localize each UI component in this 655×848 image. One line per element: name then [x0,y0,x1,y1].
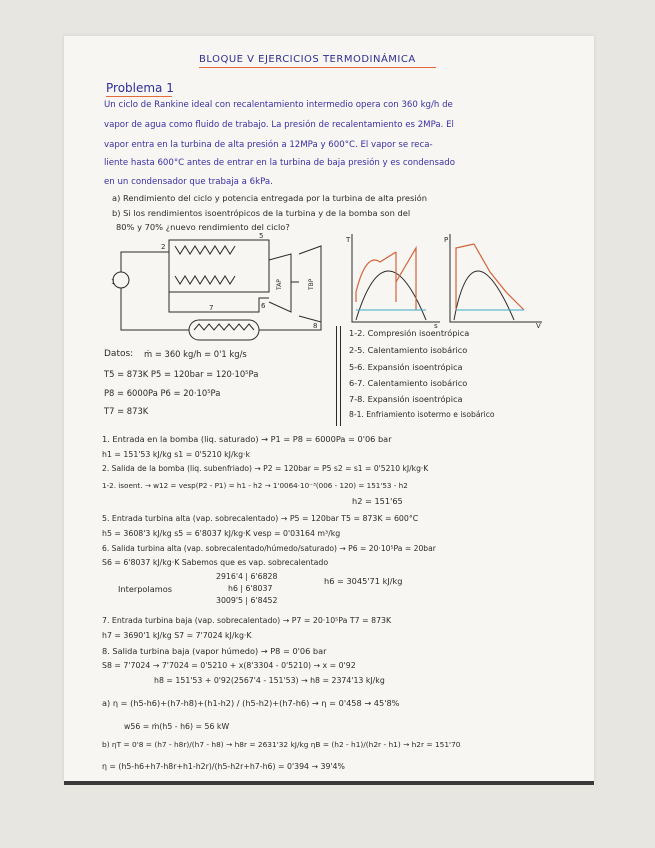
node-8: 8 [313,322,318,330]
pv-diagram [444,232,544,328]
svg-text:T: T [346,236,351,244]
step-line: h1 = 151'53 kJ/kg s1 = 0'5210 kJ/kg·k [102,450,251,459]
step-line: 2. Salida de la bomba (liq. subenfriado) → P2 = 120bar = P5 s2 = s1 = 0'5210 kJ/kg·K [102,464,429,473]
step-line: 6. Salida turbina alta (vap. sobrecalentado/húmedo/saturado) → P6 = 20·10⁵Pa = 20bar [102,544,436,553]
svg-text:s: s [434,322,438,328]
step-line: h5 = 3608'3 kJ/kg s5 = 6'8037 kJ/kg·K vesp = 0'03164 m³/kg [102,529,341,538]
statement-line: vapor de agua como fluido de trabajo. La presión de recalentamiento es 2MPa. El [104,120,454,130]
datos-line: T5 = 873K P5 = 120bar = 120·10⁵Pa [104,369,259,379]
node-5: 5 [259,232,264,240]
process-item: 5-6. Expansión isoentrópica [349,362,463,372]
step-line: Interpolamos [118,584,172,594]
datos-line: ṁ = 360 kg/h = 0'1 kg/s [144,349,247,359]
statement-line: liente hasta 600°C antes de entrar en la turbina de baja presión y es condensado [104,158,455,168]
notebook-page [64,36,594,781]
problem-underline [106,96,172,97]
datos-label: Datos: [104,349,134,359]
problem-label: Problema 1 [106,81,174,95]
node-1: 1 [111,278,116,286]
interp-row: 3009'5 | 6'8452 [216,596,278,605]
page-title: BLOQUE V EJERCICIOS TERMODINÁMICA [199,54,416,65]
step-line: h2 = 151'65 [352,496,403,506]
final-efficiency: η = (h5-h6+h7-h8r+h1-h2r)/(h5-h2r+h7-h6) = 0'394 → 39'4% [102,762,345,771]
tap-label: TAP [276,279,283,290]
question-a: a) Rendimiento del ciclo y potencia entregada por la turbina de alta presión [112,193,427,203]
svg-text:V: V [536,322,541,328]
step-line: 1-2. isoent. → w12 = vesp(P2 - P1) = h1 - h2 → 1'0064·10⁻³(006 - 120) = 151'53 - h2 [102,481,408,490]
question-b-cont: 80% y 70% ¿nuevo rendimiento del ciclo? [116,222,290,232]
step-line: S6 = 6'8037 kJ/kg·K Sabemos que es vap. sobrecalentado [102,558,329,567]
ts-diagram [346,232,442,328]
cycle-schematic [109,232,337,350]
step-line: h7 = 3690'1 kJ/kg S7 = 7'7024 kJ/kg·K [102,631,252,640]
process-item: 7-8. Expansión isoentrópica [349,394,463,404]
step-line: 7. Entrada turbina baja (vap. sobrecalentado) → P7 = 20·10⁵Pa T7 = 873K [102,616,392,625]
interp-row: 2916'4 | 6'6828 [216,572,278,581]
datos-line: T7 = 873K [104,406,149,416]
question-b: b) Si los rendimientos isoentrópicos de la turbina y de la bomba son del [112,208,411,218]
tbp-label: TBP [308,278,315,290]
process-item: 6-7. Calentamiento isobárico [349,378,468,388]
answer-a: a) η = (h5-h6)+(h7-h8)+(h1-h2) / (h5-h2)+(h7-h6) → η = 0'458 → 45'8% [102,698,400,708]
statement-line: en un condensador que trabaja a 6kPa. [104,177,273,187]
step-line: 8. Salida turbina baja (vapor húmedo) → P8 = 0'06 bar [102,646,327,656]
statement-line: vapor entra en la turbina de alta presión a 12MPa y 600°C. El vapor se reca- [104,140,433,150]
svg-text:P: P [444,236,449,244]
process-item: 1-2. Compresión isoentrópica [349,328,470,338]
process-item: 8-1. Enfriamiento isotermo e isobárico [349,410,495,419]
interp-row: h6 | 6'8037 [228,584,273,593]
step-line: S8 = 7'7024 → 7'7024 = 0'5210 + x(8'3304 - 0'5210) → x = 0'92 [102,661,356,670]
node-2: 2 [161,243,166,251]
separator-line [340,326,341,426]
title-underline [199,67,436,68]
datos-line: P8 = 6000Pa P6 = 20·10⁵Pa [104,388,221,398]
node-6: 6 [261,302,266,310]
step-line: h8 = 151'53 + 0'92(2567'4 - 151'53) → h8 = 2374'13 kJ/kg [154,676,385,685]
node-7: 7 [209,304,214,312]
step-line: 5. Entrada turbina alta (vap. sobrecalentado) → P5 = 120bar T5 = 873K = 600°C [102,514,419,523]
step-line: 1. Entrada en la bomba (liq. saturado) → P1 = P8 = 6000Pa = 0'06 bar [102,434,392,444]
statement-line: Un ciclo de Rankine ideal con recalentamiento intermedio opera con 360 kg/h de [104,100,453,110]
answer-b: b) ηT = 0'8 = (h7 - h8r)/(h7 - h8) → h8r = 2631'32 kJ/kg ηB = (h2 - h1)/(h2r - h1) → h2r = 151'70 [102,740,461,749]
step-line: w56 = ṁ(h5 - h6) = 56 kW [124,722,230,731]
page-shadow [64,781,594,785]
step-line: h6 = 3045'71 kJ/kg [324,576,403,586]
process-item: 2-5. Calentamiento isobárico [349,345,468,355]
separator-line [336,326,337,426]
